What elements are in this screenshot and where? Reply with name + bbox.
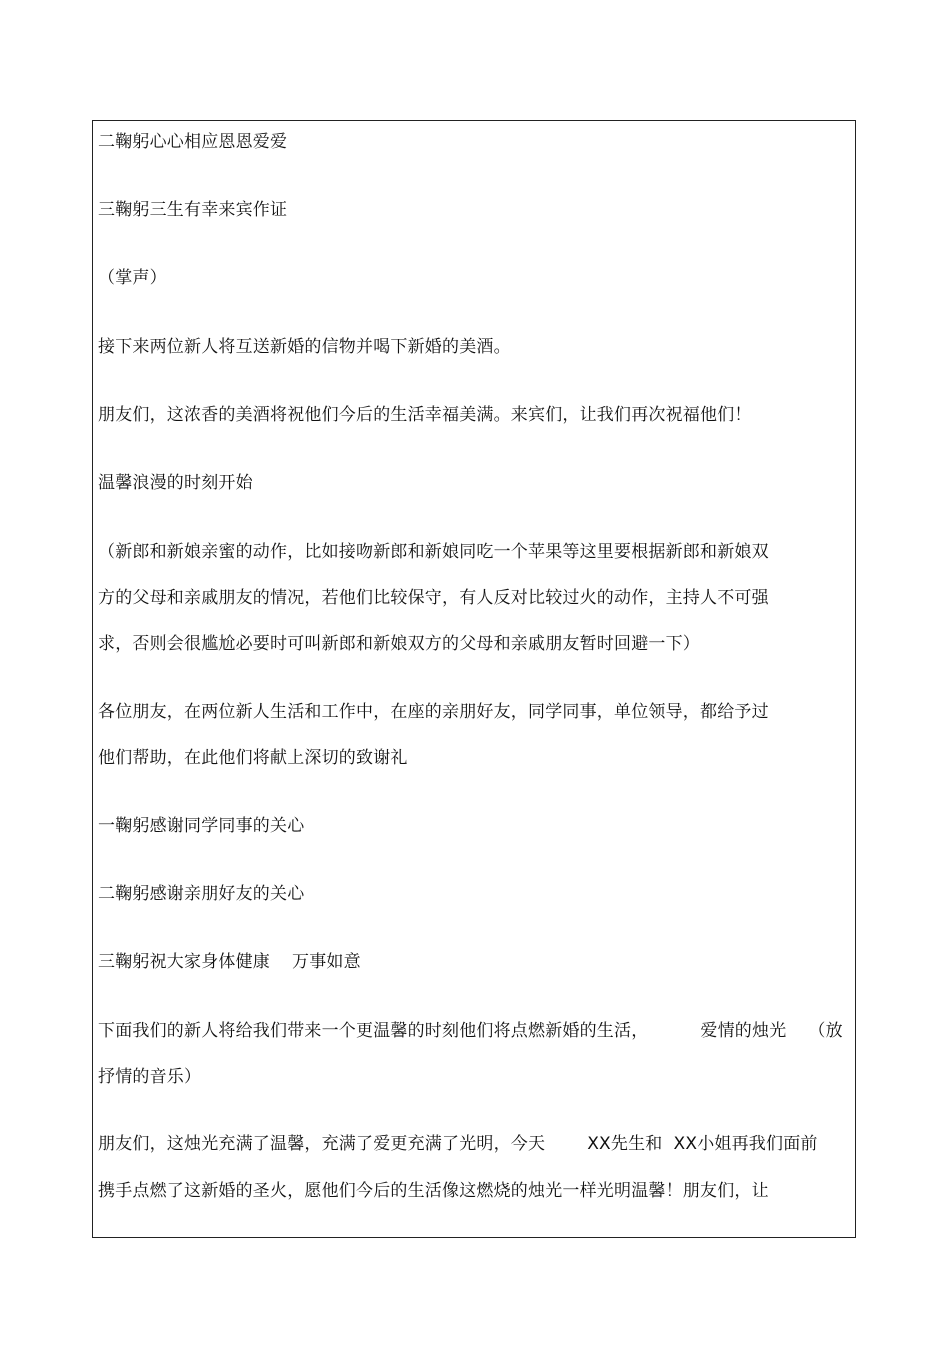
text-line-6: 温馨浪漫的时刻开始 [98,473,253,493]
text-segment: （放 [808,1021,843,1041]
text-segment: 三鞠躬祝大家身体健康 [98,952,270,972]
text-line-17 [98,1134,818,1154]
text-line-15 [98,1021,843,1041]
page-frame [92,120,856,1238]
text-segment: 万事如意 [292,952,361,972]
text-line-3: （掌声） [98,268,167,288]
text-line-9: 求，否则会很尴尬必要时可叫新郎和新娘双方的父母和亲戚朋友暂时回避一下） [98,634,700,654]
text-segment: XX先生和 [587,1134,663,1154]
text-line-18: 携手点燃了这新婚的圣火，愿他们今后的生活像这燃烧的烛光一样光明温馨！朋友们，让 [98,1181,769,1201]
text-segment: 下面我们的新人将给我们带来一个更温馨的时刻他们将点燃新婚的生活， [98,1021,649,1041]
text-line-14 [98,952,361,972]
text-line-11: 他们帮助，在此他们将献上深切的致谢礼 [98,748,408,768]
text-segment: XX小姐再我们面前 [673,1134,818,1154]
text-line-2: 三鞠躬三生有幸来宾作证 [98,200,288,220]
text-segment: 朋友们，这烛光充满了温馨，充满了爱更充满了光明，今天 [98,1134,546,1154]
text-line-5: 朋友们，这浓香的美酒将祝他们今后的生活幸福美满。来宾们，让我们再次祝福他们！ [98,405,752,425]
text-line-10: 各位朋友，在两位新人生活和工作中，在座的亲朋好友，同学同事，单位领导，都给予过 [98,702,769,722]
text-segment: 爱情的烛光 [700,1021,787,1041]
text-line-8: 方的父母和亲戚朋友的情况，若他们比较保守，有人反对比较过火的动作，主持人不可强 [98,588,769,608]
text-line-1: 二鞠躬心心相应恩恩爱爱 [98,132,288,152]
text-line-12: 一鞠躬感谢同学同事的关心 [98,816,305,836]
text-line-16: 抒情的音乐） [98,1067,202,1087]
text-line-4: 接下来两位新人将互送新婚的信物并喝下新婚的美酒。 [98,337,511,357]
text-line-7: （新郎和新娘亲蜜的动作，比如接吻新郎和新娘同吃一个苹果等这里要根据新郎和新娘双 [98,542,769,562]
text-line-13: 二鞠躬感谢亲朋好友的关心 [98,884,305,904]
